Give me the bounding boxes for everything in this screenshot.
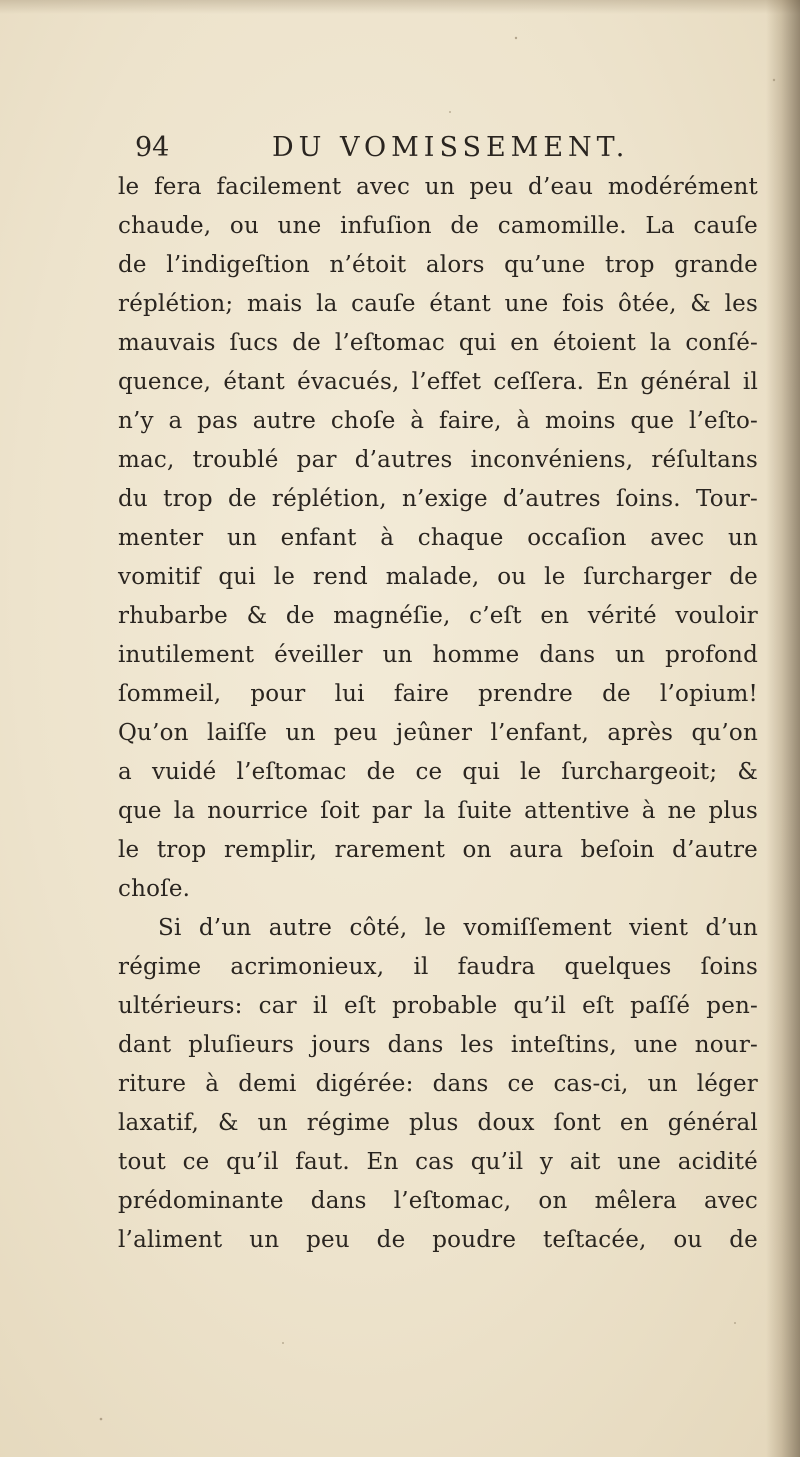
text-line: vomitif qui le rend malade, ou le ſurcharger de bbox=[118, 564, 758, 590]
text-line: ultérieurs: car il eſt probable qu’il eſt paſſé pen- bbox=[118, 993, 758, 1019]
running-head: DU VOMISSEMENT. bbox=[272, 132, 630, 163]
text-line: régime acrimonieux, il faudra quelques ſoins bbox=[118, 954, 758, 980]
text-line: l’aliment un peu de poudre teſtacée, ou de bbox=[118, 1227, 758, 1253]
text-line-paragraph-start: Si d’un autre côté, le vomiſſement vient d’un bbox=[158, 915, 758, 941]
text-line: le trop remplir, rarement on aura beſoin d’autre bbox=[118, 837, 758, 863]
text-line: dant pluſieurs jours dans les inteſtins, une nour- bbox=[118, 1032, 758, 1058]
text-line: riture à demi digérée: dans ce cas-ci, un léger bbox=[118, 1071, 758, 1097]
text-line: Qu’on laiſſe un peu jeûner l’enfant, après qu’on bbox=[118, 720, 758, 746]
text-line: le fera facilement avec un peu d’eau modérément bbox=[118, 174, 758, 200]
text-line: inutilement éveiller un homme dans un profond bbox=[118, 642, 758, 668]
text-line: laxatif, & un régime plus doux ſont en général bbox=[118, 1110, 758, 1136]
text-line: que la nourrice ſoit par la ſuite attentive à ne plus bbox=[118, 798, 758, 824]
text-line: réplétion; mais la cauſe étant une fois ôtée, & les bbox=[118, 291, 758, 317]
text-line: de l’indigeſtion n’étoit alors qu’une trop grande bbox=[118, 252, 758, 278]
page-number: 94 bbox=[135, 132, 170, 163]
text-line: n’y a pas autre choſe à faire, à moins que l’eſto- bbox=[118, 408, 758, 434]
text-line: prédominante dans l’eſtomac, on mêlera avec bbox=[118, 1188, 758, 1214]
text-line: a vuidé l’eſtomac de ce qui le ſurchargeoit; & bbox=[118, 759, 758, 785]
text-line: menter un enfant à chaque occaſion avec un bbox=[118, 525, 758, 551]
text-line: quence, étant évacués, l’effet ceſſera. En général il bbox=[118, 369, 758, 395]
text-line: du trop de réplétion, n’exige d’autres ſoins. Tour- bbox=[118, 486, 758, 512]
page-header bbox=[135, 128, 755, 168]
text-line: rhubarbe & de magnéſie, c’eſt en vérité vouloir bbox=[118, 603, 758, 629]
text-line: mac, troublé par d’autres inconvéniens, réſultans bbox=[118, 447, 758, 473]
body-text bbox=[118, 168, 758, 1348]
text-line: mauvais ſucs de l’eſtomac qui en étoient la conſé- bbox=[118, 330, 758, 356]
text-line: ſommeil, pour lui faire prendre de l’opium! bbox=[118, 681, 758, 707]
text-line: tout ce qu’il faut. En cas qu’il y ait une acidité bbox=[118, 1149, 758, 1175]
text-line-paragraph-end: choſe. bbox=[118, 876, 191, 902]
text-line: chaude, ou une infuſion de camomille. La cauſe bbox=[118, 213, 758, 239]
